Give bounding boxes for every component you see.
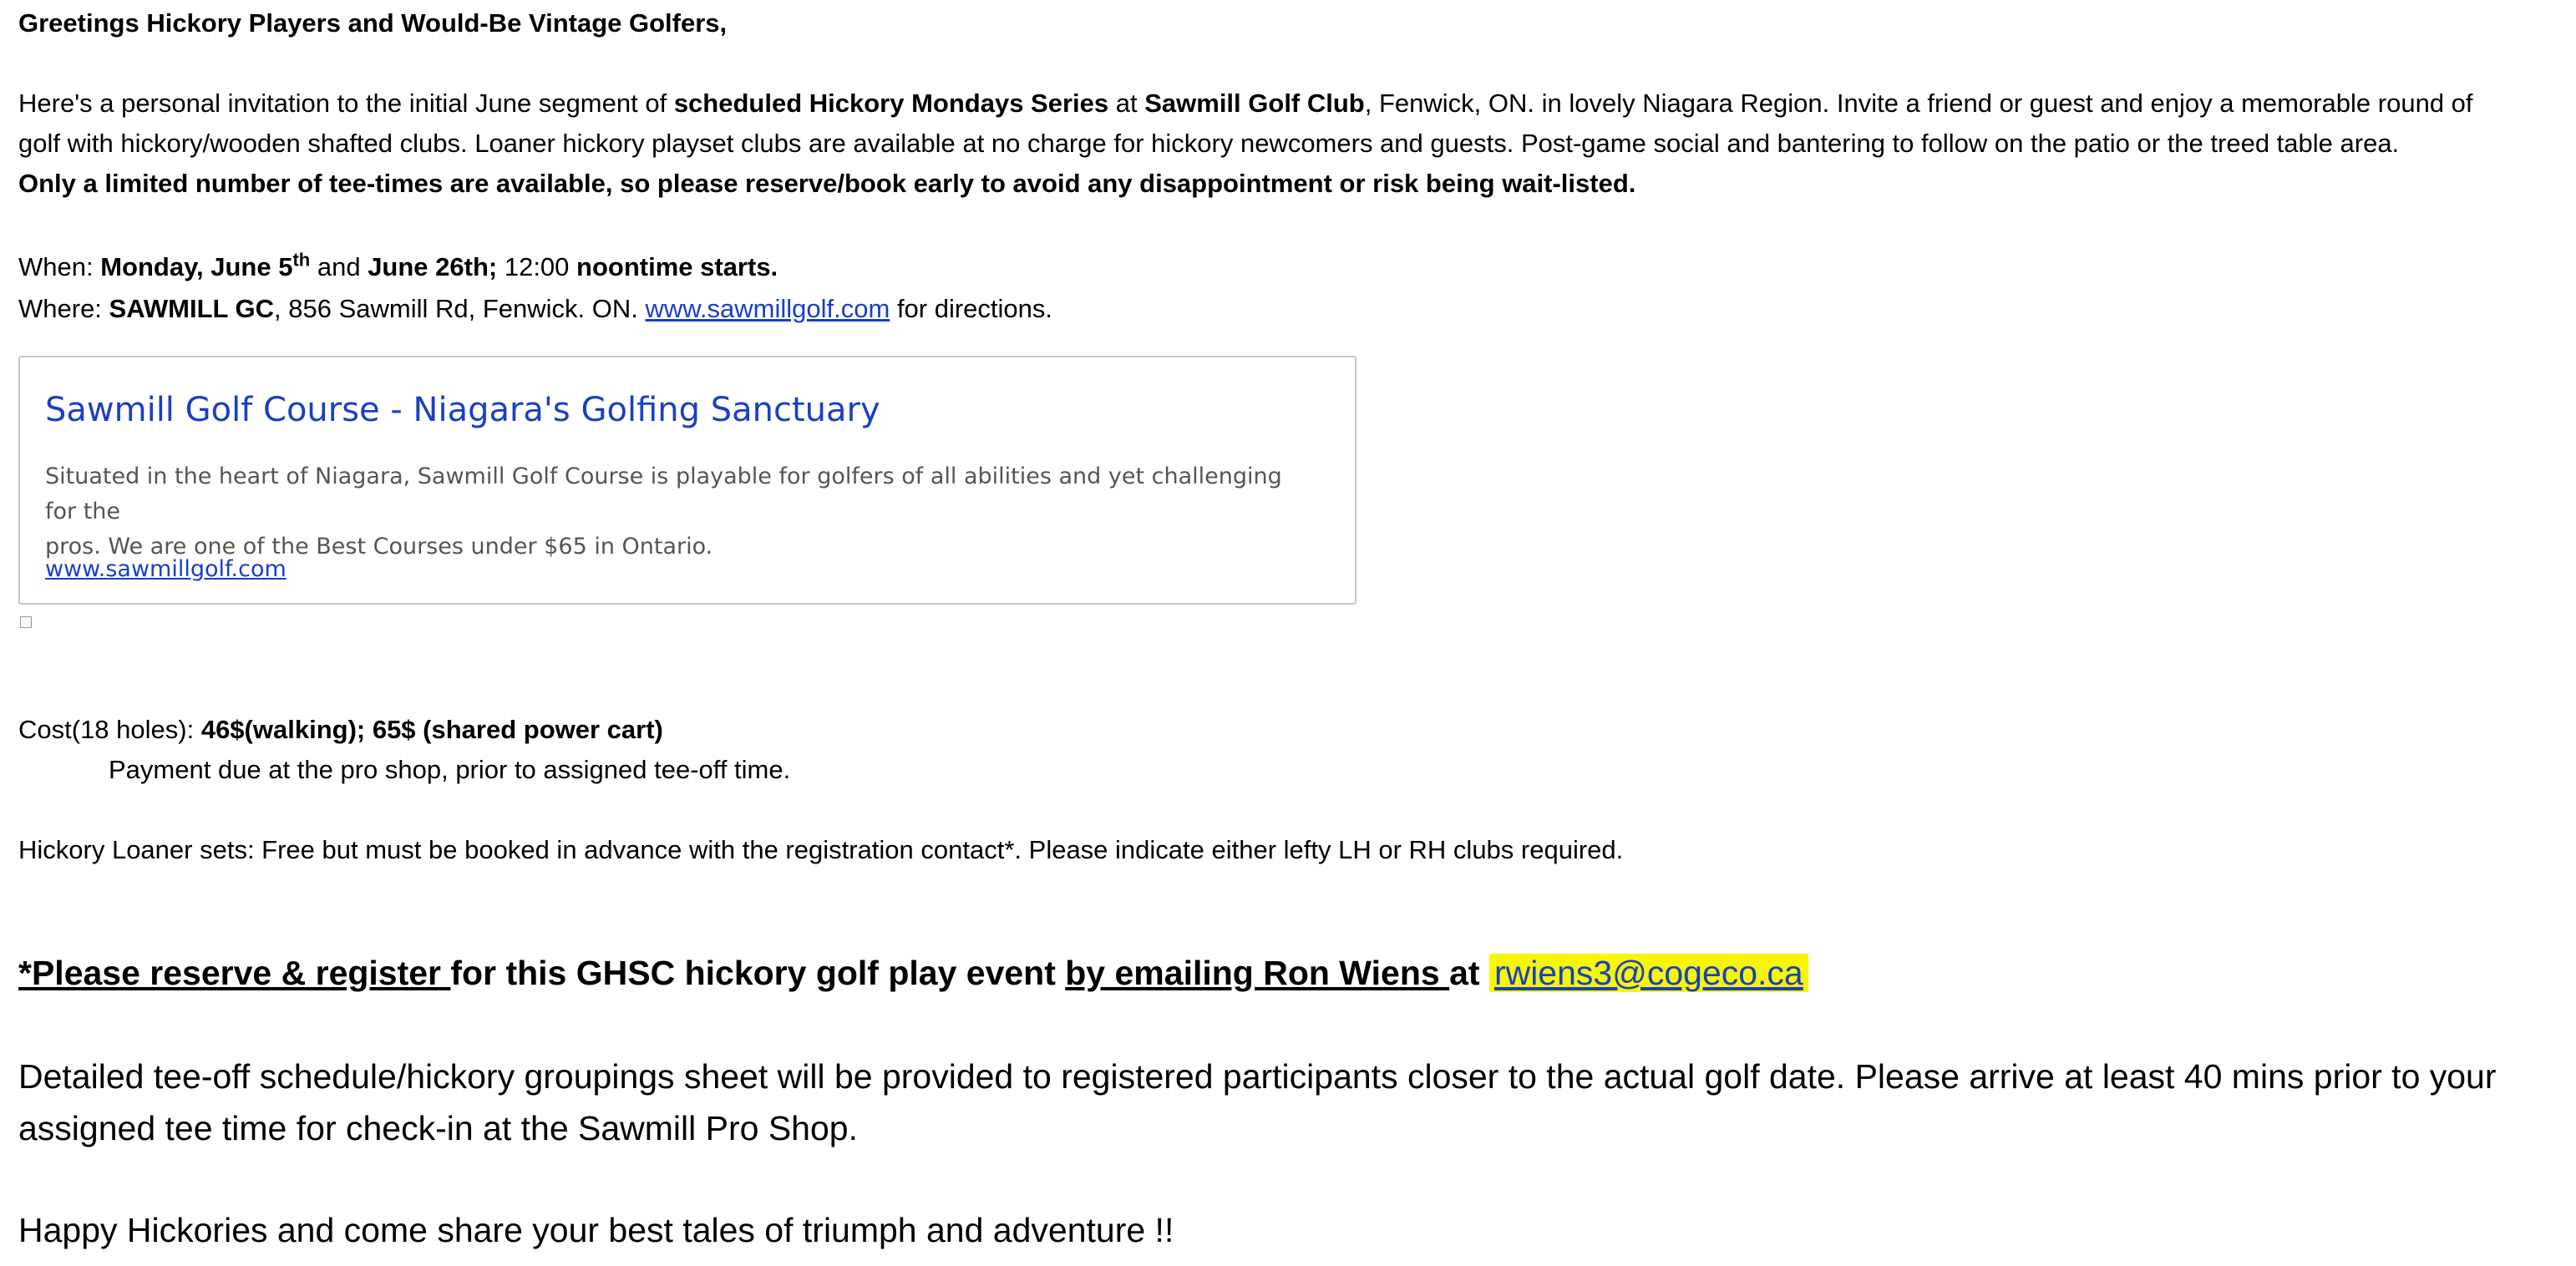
venue-address: , 856 Sawmill Rd, Fenwick. ON. xyxy=(274,294,646,323)
payment-note: Payment due at the pro shop, prior to assigned tee-off time. xyxy=(109,755,791,784)
loaner-sets-note: Hickory Loaner sets: Free but must be booked in advance with the registration contact*. Please indicate either lefty LH or RH clubs required. xyxy=(18,835,1624,864)
directions-text: for directions. xyxy=(890,294,1053,323)
limited-tee-times-notice: Only a limited number of tee-times are available, so please reserve/book early to avoid any disappointment or risk being wait-listed. xyxy=(18,169,1636,198)
contact-email-link[interactable]: rwiens3@cogeco.ca xyxy=(1493,954,1803,992)
schedule-line-2: assigned tee time for check-in at the Sawmill Pro Shop. xyxy=(18,1109,858,1147)
register-text: for this GHSC hickory golf play event xyxy=(450,954,1066,992)
cost-label: Cost(18 holes): xyxy=(18,715,201,744)
start-note: noontime starts. xyxy=(576,252,778,281)
club-name: Sawmill Golf Club xyxy=(1144,89,1365,118)
schedule-line-1: Detailed tee-off schedule/hickory groupings sheet will be provided to registered participants closer to the actual golf date. Please arrive at least 40 mins prior to your xyxy=(18,1057,2497,1096)
description-line: Situated in the heart of Niagara, Sawmill Golf Course is playable for golfers of all abilities and yet challenging for the xyxy=(45,463,1282,524)
cost-line xyxy=(18,710,663,750)
event-time: 12:00 xyxy=(497,252,577,281)
broken-image-icon xyxy=(20,616,32,628)
invite-text: at xyxy=(1108,89,1145,118)
date-suffix: th xyxy=(292,249,311,271)
cost-value: 46$(walking); 65$ (shared power cart) xyxy=(200,715,663,744)
link-preview-card[interactable] xyxy=(18,356,1356,605)
directions-link[interactable]: www.sawmillgolf.com xyxy=(645,294,890,323)
description-line: pros. We are one of the Best Courses under $65 in Ontario. xyxy=(45,534,713,560)
where-label: Where: xyxy=(18,294,109,323)
link-preview-description xyxy=(45,459,1298,565)
link-preview-url[interactable]: www.sawmillgolf.com xyxy=(45,556,287,582)
event-date-1: Monday, June 5 xyxy=(100,252,293,281)
email-ron-text: by emailing Ron Wiens xyxy=(1065,954,1450,992)
register-line xyxy=(18,947,1808,999)
when-line xyxy=(18,247,778,287)
series-name: scheduled Hickory Mondays Series xyxy=(673,89,1109,118)
when-and: and xyxy=(310,252,368,281)
venue-name: SAWMILL GC xyxy=(109,294,275,323)
closing-line: Happy Hickories and come share your best tales of triumph and adventure !! xyxy=(18,1211,1174,1249)
when-label: When: xyxy=(18,252,101,281)
register-text: at xyxy=(1449,954,1489,992)
where-line xyxy=(18,289,1052,329)
invite-line-1 xyxy=(18,84,2473,124)
reserve-register-text: *Please reserve & register xyxy=(18,954,451,992)
invite-text: , Fenwick, ON. in lovely Niagara Region. Invite a friend or guest and enjoy a memorable round of xyxy=(1364,89,2473,118)
greeting: Greetings Hickory Players and Would-Be Vintage Golfers, xyxy=(18,8,728,38)
invite-text: Here's a personal invitation to the initial June segment of xyxy=(18,89,674,118)
event-date-2: June 26th; xyxy=(368,252,498,281)
invite-line-2: golf with hickory/wooden shafted clubs. Loaner hickory playset clubs are available at no charge for hickory newcomers and guests. Post-game social and bantering to follow on the patio or the treed table area. xyxy=(18,129,2400,158)
link-preview-title[interactable]: Sawmill Golf Course - Niagara's Golfing Sanctuary xyxy=(45,391,880,429)
